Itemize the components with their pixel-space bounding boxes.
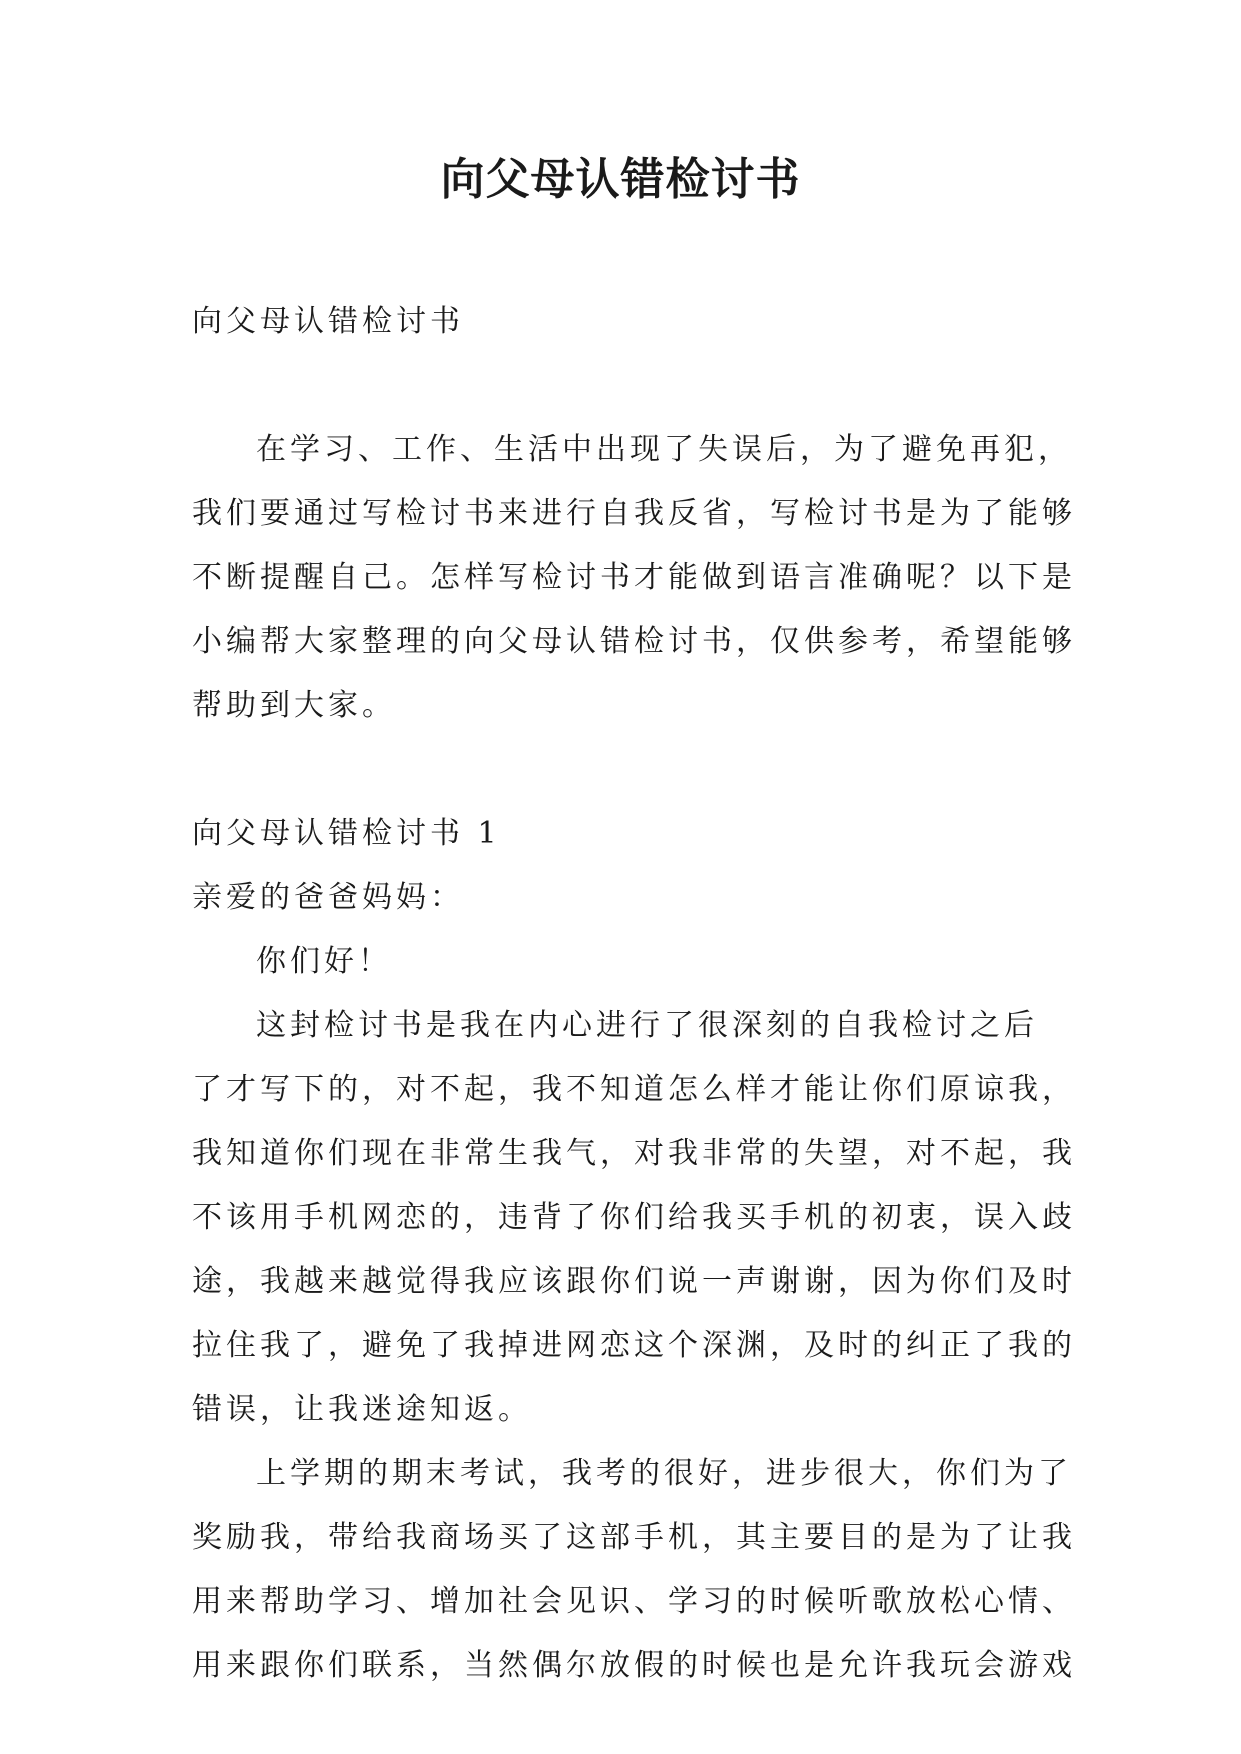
section-heading: 向父母认错检讨书 1 — [192, 816, 501, 851]
paragraph-line: 不该用手机网恋的，违背了你们给我买手机的初衷，误入歧 — [192, 1200, 1076, 1235]
paragraph-line: 我知道你们现在非常生我气，对我非常的失望，对不起，我 — [192, 1136, 1076, 1171]
intro-line: 帮助到大家。 — [192, 688, 396, 723]
paragraph-line: 上学期的期末考试，我考的很好，进步很大，你们为了 — [256, 1456, 1072, 1491]
salutation: 亲爱的爸爸妈妈： — [192, 880, 464, 915]
intro-line: 在学习、工作、生活中出现了失误后，为了避免再犯， — [256, 432, 1072, 467]
paragraph-line: 用来帮助学习、增加社会见识、学习的时候听歌放松心情、 — [192, 1584, 1076, 1619]
intro-line: 我们要通过写检讨书来进行自我反省，写检讨书是为了能够 — [192, 496, 1076, 531]
intro-line: 小编帮大家整理的向父母认错检讨书，仅供参考，希望能够 — [192, 624, 1076, 659]
paragraph-line: 了才写下的，对不起，我不知道怎么样才能让你们原谅我， — [192, 1072, 1076, 1107]
paragraph-line: 拉住我了，避免了我掉进网恋这个深渊，及时的纠正了我的 — [192, 1328, 1076, 1363]
paragraph-line: 途，我越来越觉得我应该跟你们说一声谢谢，因为你们及时 — [192, 1264, 1076, 1299]
paragraph-line: 这封检讨书是我在内心进行了很深刻的自我检讨之后 — [256, 1008, 1038, 1043]
document-title: 向父母认错检讨书 — [440, 154, 801, 205]
paragraph-line: 奖励我，带给我商场买了这部手机，其主要目的是为了让我 — [192, 1520, 1076, 1555]
spacer — [192, 738, 1052, 802]
document-subtitle: 向父母认错检讨书 — [192, 304, 464, 339]
intro-line: 不断提醒自己。怎样写检讨书才能做到语言准确呢？以下是 — [192, 560, 1076, 595]
paragraph-line: 错误，让我迷途知返。 — [192, 1392, 532, 1427]
greeting: 你们好！ — [256, 944, 392, 979]
paragraph-line: 用来跟你们联系，当然偶尔放假的时候也是允许我玩会游戏 — [192, 1648, 1076, 1683]
spacer — [192, 354, 1052, 418]
document-body — [192, 290, 1076, 1698]
